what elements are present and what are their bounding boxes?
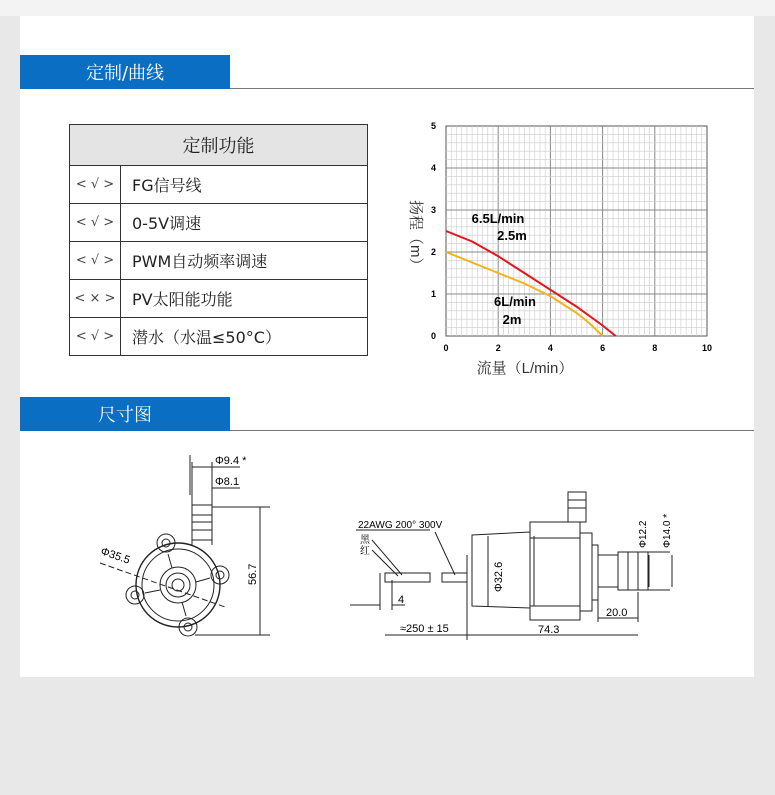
- annotation-red-line2: 2.5m: [497, 228, 527, 243]
- dim-inlet-inner: Φ12.2: [638, 520, 649, 548]
- svg-text:3: 3: [430, 205, 436, 215]
- feature-mark: < × >: [70, 280, 121, 318]
- x-axis-label: 流量（L/min）: [476, 360, 574, 377]
- svg-text:2: 2: [430, 247, 436, 257]
- dim-cable-length: ≈250 ± 15: [400, 623, 449, 635]
- page-top-band: [0, 0, 775, 16]
- feature-mark: < √ >: [70, 204, 121, 242]
- section-header-custom: 定制/曲线: [20, 55, 230, 89]
- section-divider: [230, 430, 754, 431]
- dim-height: 56.7: [247, 563, 259, 585]
- table-row: [70, 318, 368, 356]
- svg-text:2: 2: [495, 343, 501, 353]
- pump-curve-chart: [395, 115, 725, 385]
- feature-mark: < √ >: [70, 318, 121, 356]
- dim-outlet-inner: Φ8.1: [215, 476, 240, 488]
- svg-text:5: 5: [430, 121, 436, 131]
- feature-mark: < √ >: [70, 242, 121, 280]
- dim-inlet-outer: Φ14.0 *: [662, 513, 673, 548]
- dim-inlet-length: 20.0: [606, 607, 628, 619]
- dim-motor-diameter: Φ32.6: [493, 561, 505, 592]
- dim-strip-length: 4: [398, 594, 405, 606]
- svg-text:6: 6: [600, 343, 606, 353]
- section-header-dimensions: 尺寸图: [20, 397, 230, 431]
- side-view-drawing: [350, 480, 700, 650]
- feature-label: PWM自动频率调速: [121, 242, 368, 280]
- annotation-yellow-line2: 2m: [502, 312, 522, 327]
- feature-mark: < √ >: [70, 166, 121, 204]
- feature-label: 潜水（水温≤50°C）: [121, 318, 368, 356]
- dim-body-length: 74.3: [538, 624, 560, 636]
- table-row: [70, 242, 368, 280]
- features-table: [69, 124, 368, 356]
- cable-spec: 22AWG 200° 300V: [358, 520, 443, 531]
- table-row: [70, 166, 368, 204]
- front-view-drawing: [90, 450, 290, 650]
- svg-text:8: 8: [652, 343, 658, 353]
- features-table-header: 定制功能: [70, 125, 368, 166]
- feature-label: PV太阳能功能: [121, 280, 368, 318]
- svg-text:4: 4: [547, 343, 553, 353]
- y-axis-label: 扬程（m）: [407, 200, 424, 273]
- wire-red-label: 红: [360, 546, 370, 557]
- chart-grid: [446, 126, 707, 336]
- feature-label: FG信号线: [121, 166, 368, 204]
- annotation-yellow-line1: 6L/min: [494, 294, 536, 309]
- table-row: [70, 204, 368, 242]
- table-row: [70, 280, 368, 318]
- feature-label: 0-5V调速: [121, 204, 368, 242]
- dim-body-diameter: Φ35.5: [99, 545, 132, 567]
- svg-text:1: 1: [430, 289, 436, 299]
- svg-text:0: 0: [430, 331, 436, 341]
- svg-text:0: 0: [443, 343, 449, 353]
- annotation-red-line1: 6.5L/min: [471, 211, 525, 226]
- svg-text:4: 4: [430, 163, 436, 173]
- dim-outlet-outer: Φ9.4 *: [215, 455, 247, 467]
- svg-text:10: 10: [701, 343, 713, 353]
- wire-black-label: 黑: [360, 535, 370, 546]
- section-divider: [230, 88, 754, 89]
